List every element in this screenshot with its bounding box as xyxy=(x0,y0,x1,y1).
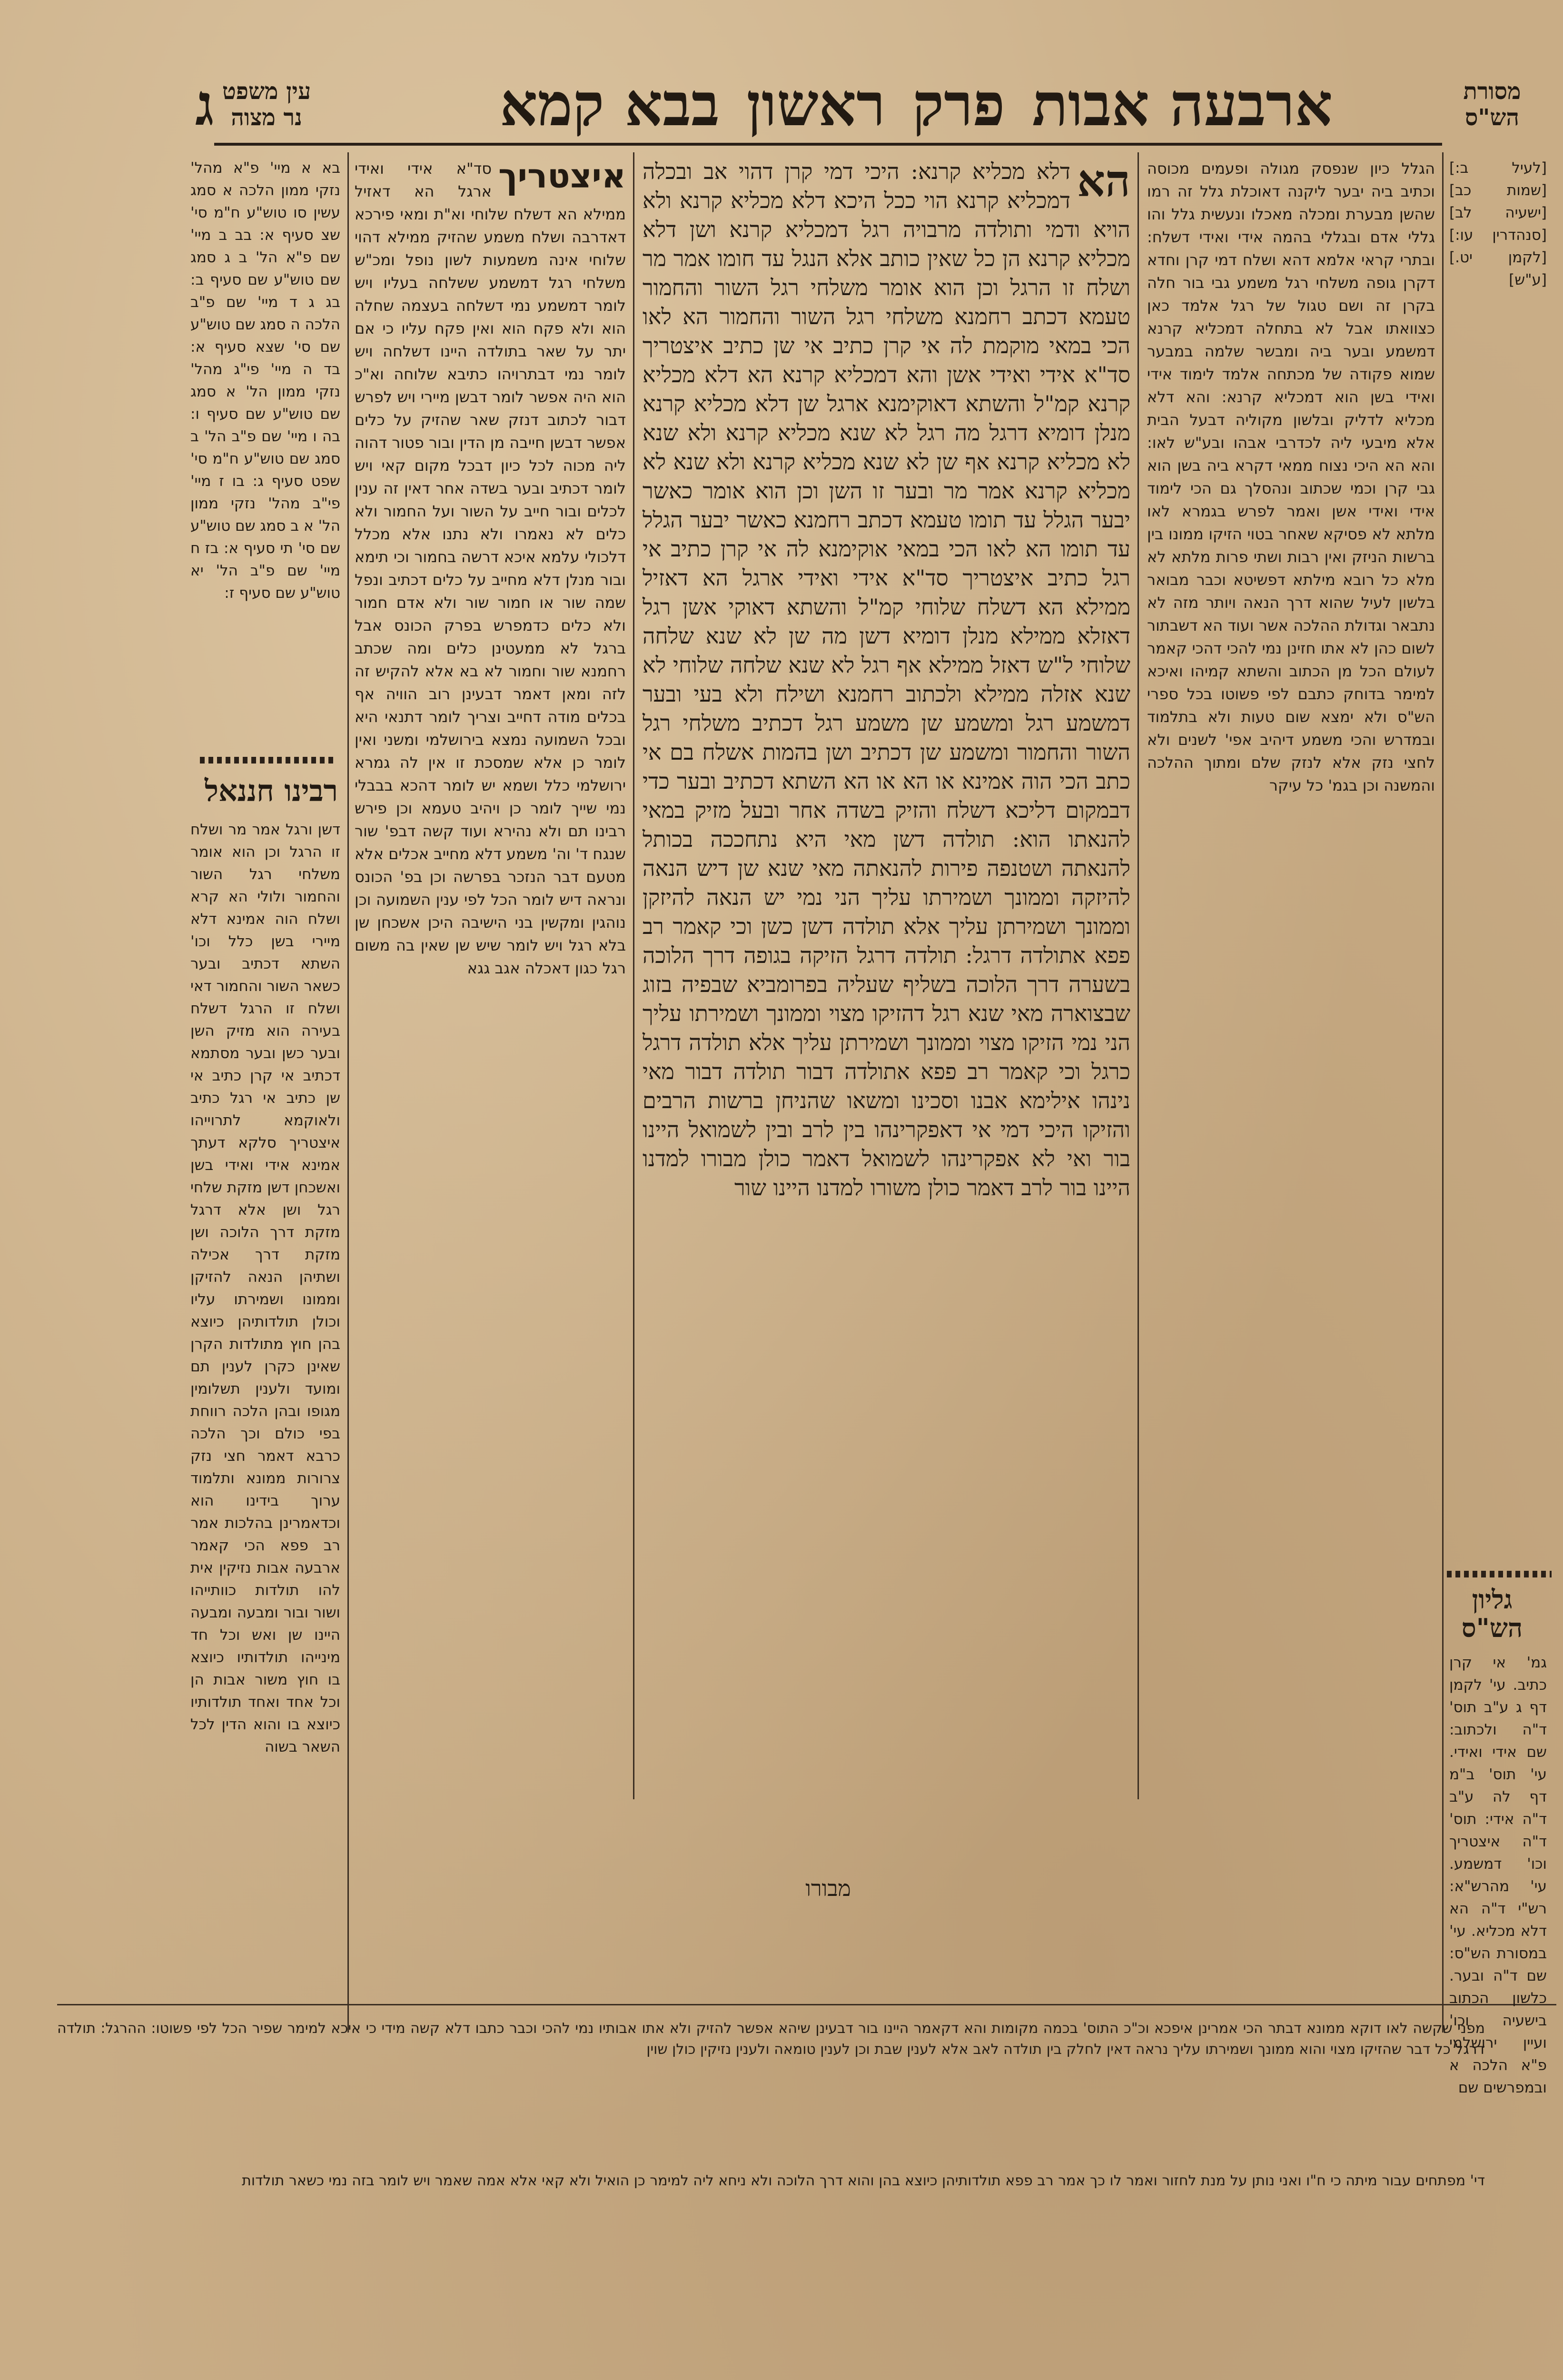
masoret-hashas-label: מסורת הש"ס xyxy=(1463,78,1521,131)
page-number: ג xyxy=(195,71,214,139)
masoret-hashas-column xyxy=(1449,157,1547,1537)
column-divider xyxy=(1138,152,1139,1799)
gemara-column xyxy=(643,157,1130,1795)
ein-mishpat-column xyxy=(190,157,340,747)
chapter-name: ארבעה אבות xyxy=(1032,70,1333,139)
gilyon-hashas-text: גמ' אי קרן כתיב. עי' לקמן דף ג ע"ב תוס' ד"ה ולכתוב: שם אידי ואידי. עי' תוס' ב"מ דף לה ע"ב ד"ה אידי: תוס' ד"ה איצטריך וכו' דמשמע. עי' מהרש"א: רש"י ד"ה הא דלא מכליא. עי' במסורת הש"ס: שם ד"ה ובער. כלשון הכתוב בישעיה וכו' ועיין ירושלמי פ"א הלכה א ובמפרשים שם xyxy=(1449,1654,1547,2096)
footnote-main xyxy=(57,2018,1485,2161)
column-divider xyxy=(1442,152,1444,2033)
footnote-second-text: די' מפתחים עבור מיתה כי ח"ו ואני נותן על מנת לחזור ואמר לו כך אמר רב פפא תולדותיהן כיוצא בהן והוא דרך הלוכה ולא ניחא ליה למימר כן הואיל ולא קאי אלא אמה שאמר ויש לומר בזה נמי כשאר תולדות xyxy=(242,2172,1485,2189)
chapter-word: פרק xyxy=(912,70,1005,139)
rabbenu-hananel-column xyxy=(190,819,340,1999)
gemara-text: דלא מכליא קרנא: היכי דמי קרן דהוי אב ובכלה דמכליא קרנא הוי ככל היכא דלא מכליא קרנא ולא הויא ודמי ותולדה מרבויה רגל דמכליא קרנא ושן דלא מכליא קרנא הן כל שאין כותב אלא הנגל עד חומו אמר מר ושלח זו הרגל וכן הוא אומר משלחי רגל השור והחמור טעמא דכתב רחמנא משלחי רגל השור והחמור הא לאו הכי במאי מוקמת לה אי קרן כתיב אי שן כתיב איצטריך סד"א אידי ואידי אשן והא דמכליא קרנא הא דלא מכליא קרנא קמ"ל והשתא דאוקימנא ארגל שן דלא מכליא קרנא מנלן דומיא דרגל מה רגל לא שנא מכליא קרנא ולא שנא לא מכליא קרנא אף שן לא שנא מכליא קרנא ולא שנא לא מכליא קרנא אמר מר ובער זו השן וכן הוא אומר כאשר יבער הגלל עד תומו טעמא דכתב רחמנא כאשר יבער הגלל עד תומו הא לאו הכי במאי אוקימנא לה אי קרן כתיב אי רגל כתיב איצטריך סד"א אידי ואידי ארגל הא דאזיל ממילא הא דשלח שלוחי קמ"ל והשתא דאוקי אשן רגל דאזלא ממילא מנלן דומיא דשן מה שן לא שנא שלחה שלוחי ל"ש דאזל ממילא אף רגל לא שנא שלחה שלוחי לא שנא אזלה ממילא ולכתוב רחמנא ושילח ולא בעי ובער דמשמע רגל ומשמע שן משמע רגל דכתיב משלחי רגל השור והחמור ומשמע שן דכתיב ושן בהמות אשלח בם אי כתב הכי הוה אמינא או הא או הא השתא דכתיב ובער כדי דבמקום דליכא דשלח והזיק בשדה אחר ובעל מזיק במאי להנאתו הוא: תולדה דשן מאי היא נתחככה בכותל להנאתה ושטנפה פירות להנאתה מאי שנא שן דיש הנאה להיזקה וממונך ושמירתו עליך הני נמי יש הנאה להיזקן וממונך ושמירתן עליך אלא תולדה דשן כשן וכי קאמר רב פפא אתולדה דרגל: תולדה דרגל הזיקה בגופה דרך הלוכה בשערה דרך הלוכה בשליף שעליה בפרומביא שבפיה בזוג שבצוארה מאי שנא רגל דהזיקו מצוי וממונך ושמירתו עליך הני נמי הזיקו מצוי וממונך ושמירתן עליך אלא תולדה דרגל כרגל וכי קאמר רב פפא אתולדה דבור תולדה דבור מאי נינהו אילימא אבנו וסכינו ומשאו שהניחן ברשות הרבים והזיקו היכי דמי אי דאפקרינהו בין לרב ובין לשמואל היינו בור ואי לא אפקרינהו לשמואל דאמר כולן מבורו למדנו היינו בור לרב דאמר כולן משורו למדנו היינו שור xyxy=(643,159,1130,1200)
ein-mishpat-label: עין משפט נר מצוה xyxy=(222,78,311,131)
footnote-main-text: מפני שקשה לאו דוקא ממונא דבתר הכי אמרינן איפכא וכ"כ התוס' בכמה מקומות והא דקאמר היינו בור דבעינן שיהא אפשר להזיק ולא אתו אבותיו נמי להכי וכבר כתבו דלא קשה מידי כי איכא למימר שפיר הכל לפי פשוטו: ההרגל: תולדה דרגל כל דבר שהזיקו מצוי והוא ממונך ושמירתו עליך נראה דאין לחלק בין תולדה לאב אלא לענין שבת וכן לענין טומאה ולענין נזיקין כולן שוין xyxy=(57,2020,1485,2058)
running-head xyxy=(500,71,1333,138)
column-divider xyxy=(347,152,349,2033)
rabbenu-hananel-title: רבינו חננאל xyxy=(204,774,338,808)
masoret-hashas-text: [לעיל ב:] [שמות כב] [ישעיה לב] [סנהדרין עו:] [לקמן יט.] [ע"ש] xyxy=(1449,159,1547,288)
header-rule xyxy=(214,143,1442,146)
chapter-number: ראשון xyxy=(746,70,886,139)
column-divider xyxy=(633,152,634,1799)
rashi-column xyxy=(1147,157,1435,1795)
gemara-tail-word: מבורו xyxy=(805,1875,851,1901)
rabbenu-hananel-text: דשן ורגל אמר מר ושלח זו הרגל וכן הוא אומר משלחי רגל השור והחמור ולולי הא קרא ושלח הוה אמינא דלא מיירי בשן כלל וכו' השתא דכתיב ובער כשאר השור והחמור דאי ושלח זו הרגל דשלח בעירה הוא מזיק השן ובער כשן ובער מסתמא דכתיב אי קרן כתיב אי שן כתיב אי רגל כתיב ולאוקמא לתרוייהו איצטריך סלקא דעתך אמינא אידי ואידי בשן ואשכחן דשן מזקת שלחי רגל ושן אלא דרגל מזקת דרך הלוכה ושן מזקת דרך אכילה ושתיהן הנאה להזיקן וממונו ושמירתו עליו וכולן תולדותיהן כיוצא בהן חוץ מתולדות הקרן שאינן כקרן לענין תם ומועד ולענין תשלומין מגופו ובהן הלכה רווחת בפי כולם וכך הלכה כרבא דאמר חצי נזק צרורות ממונא ותלמוד ערוך בידינו הוא וכדאמרינן בהלכות אמר רב פפא הכי קאמר ארבעה אבות נזיקין אית להו תולדות כוותייהו ושור ובור ומבעה ומבעה היינו שן ואש וכל חד מינייהו תולדותיו כיוצא בו חוץ משור אבות הן וכל אחד ואחד תולדותיו כיוצא בו והוא הדין לכל השאר בשוה xyxy=(190,821,340,1755)
tosafot-column xyxy=(355,157,626,1795)
ornament-divider xyxy=(1447,1571,1552,1577)
footnote-rule xyxy=(57,2004,1556,2005)
ornament-divider xyxy=(200,757,333,764)
ein-mishpat-text: בא א מיי' פ"א מהל' נזקי ממון הלכה א סמג עשין סו טוש"ע ח"מ סי' שצ סעיף א: בב ב מיי' שם פ"א הל' ב ג סמג שם טוש"ע שם סעיף ב: בג ג ד מיי' שם פ"ב הלכה ה סמג שם טוש"ע שם סי' שצא סעיף א: בד ה מיי' פי"ג מהל' נזקי ממון הל' א סמג שם טוש"ע שם סעיף ו: בה ו מיי' שם פ"ב הל' ב סמג שם טוש"ע ח"מ סי' שפט סעיף ג: בו ז מיי' פי"ב מהל' נזקי ממון הל' א ב סמג שם טוש"ע שם סי' תי סעיף א: בז ח מיי' שם פ"ב הל' יא טוש"ע שם סעיף ז: xyxy=(190,159,340,602)
tractate-name: בבא קמא xyxy=(500,70,720,139)
gilyon-hashas-column xyxy=(1449,1652,1547,2096)
gemara-opening-word: הא xyxy=(1077,155,1130,207)
gilyon-hashas-title: גליון הש"ס xyxy=(1461,1584,1523,1643)
tosafot-text: סד"א אידי ואידי ארגל הא דאזיל ממילא הא דשלח שלוחי וא"ת ומאי פירכא דאדרבה ושלח משמע שהזיק ממילא דהוי שלוחי אינה משמעות לשון נופל ומכ"ש משלחי רגל דמשמע ששלחה בעליו ויש לומר דמשמע נמי דשלחה בעצמה שחלה הוא ולא פקח הוא ואין פקח עליו כי אם יתר על שאר בתולדה היינו דשלחה ויש לומר נמי דבתרויהו כתיבא שלוחה וא"כ הוא היה אפשר לומר דבשן מיירי ויש לפרש דבור לכתוב דנזק שאר שהזיק על כלים אפשר דבשן חייבה מן הדין ובור פטור דהוה ליה מכוה לכל כיון דבכל מקום קאי ויש לומר דכתיב ובער בשדה אחר דאין זה ענין לכלים ובור חייב על השור ועל החמור ולא כלים לא נאמרו ולא נתנו אלא מכלל דלכולי עלמא איכא דרשה בחמור וכי תימא ובור מנלן דלא מחייב על כלים דכתיב ונפל שמה שור או חמור שור ולא אדם חמור ולא כלים כדמפרש בפרק הכונס אבל ברגל לא ממעטינן כלים ומה שכתב רחמנא שור וחמור לא בא אלא להקיש זה לזה ומאן דאמר דבעינן רוב הוויה אף בכלים מודה דחייב וצריך לומר דתנאי היא ובכל השמועה נמצא בירושלמי ומשני ואין לומר כן אלא שמסכת זו אין לה גמרא ירושלמי כלל ושמא יש לומר דהכא בבבלי נמי שייך לומר כן ויהיב טעמא וכן פירש רבינו תם ולא נהירא ועוד קשה דבפ' שור שנגח ד' וה' משמע דלא מחייב אכלים אלא מטעם דבר הנזכר בפרשה וכן בפ' הכונס ונראה דיש לומר הכל לפי ענין השמועה וכן נוהגין ומקשין בני הישיבה היכן אשכחן שן בלא רגל ויש לומר שיש שן שאין בה משום רגל כגון דאכלה אגב גגא xyxy=(355,159,626,977)
rashi-text: הגלל כיון שנפסק מגולה ופעמים מכוסה וכתיב ביה יבער ליקנה דאוכלת גלל זה רמו שהשן מבערת ומכלה מאכלו ונעשית גלל והו גללי אדם ובגללי בהמה אידי ואידי דשלח: ובתרי קראי אלמא דהא ושלח דמי קרן וחדא דקרן גופה משלחי רגל משמע גבי בור חלה בקרן זה ושם טגול של רגל אלמד כאן כצוואתו אבל לא בתחלה דמכליא קרנא דמשמע ובער ביה ומבשר שלמה במבער שמוא פקודה של מכתחה אלמד לימוד אידי ואידי בשן הוא דמכליא קרנא: והא דלא מכליא לדליק ובלשון מקוליה דבעל הבית אלא מיבעי ליה לכדרבי אבהו ובע"ש לאו: והא הא היכי נצוח ממאי דקרא ביה בשן הוא גבי קרן וכמי שכתוב ונהסלך גם הכי לימוד אידי ואידי אשן ואמר לפרש בגמרא לאו מלתא לא פסיקא שאחר בטוי הזיקו ממונו בין ברשות הניזק ואין רבות ושתי פרות מלתא לא מלא כל רובא מילתא דפשיטא וכבר מבואר בלשון לעיל שהוא דרך הנאה ויותר מזה לא נתבאר וגדולת ההלכה אשר ועוד הא דשבתור לשום כהן לא אתו חזינן נמי להכי דהכי קאמר לעולם הכל מן הכתוב והשתא קמיהו ואיכא למימר בדוחק כתבם לפי פשוטו בכל ספרי הש"ס ולא ימצא שום טעות ולא בתלמוד ובמדרש והכי משמע דיהיב אפי' לשנים ולא לחצי נזק אלא לנזק שלם ומתוך ההלכה והמשנה וכן בגמ' כל עיקר xyxy=(1147,159,1435,794)
footnote-second xyxy=(57,2171,1485,2313)
tosafot-opening-word: איצטריך xyxy=(498,157,626,196)
